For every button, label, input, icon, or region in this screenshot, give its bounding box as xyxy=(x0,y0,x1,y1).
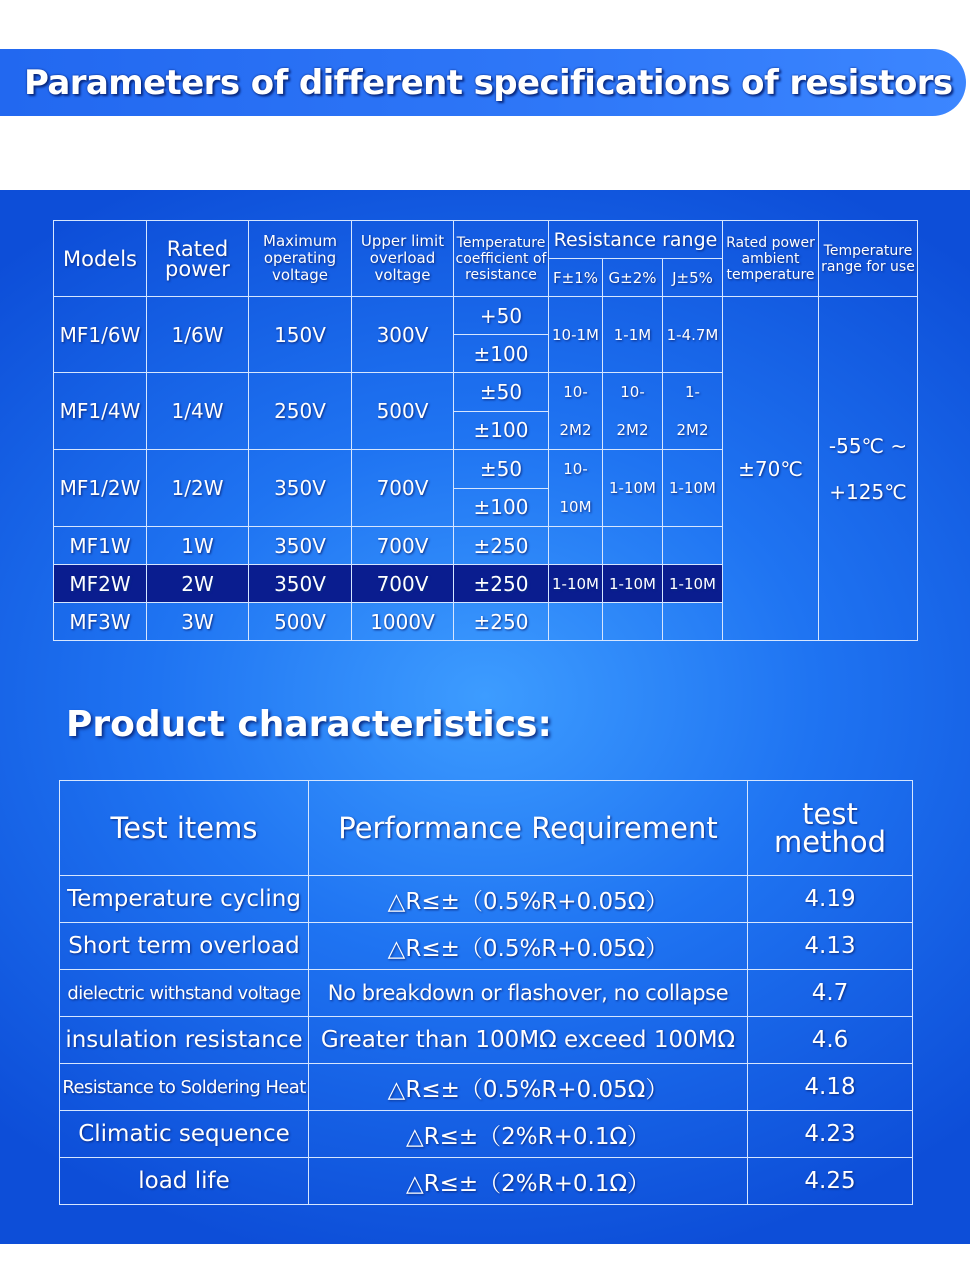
power-cell: 1/4W xyxy=(147,373,249,450)
method: 4.19 xyxy=(748,876,913,923)
method: 4.23 xyxy=(748,1111,913,1158)
temp-range-min: -55℃ ~ xyxy=(828,433,908,458)
model-cell: MF1/6W xyxy=(54,297,147,373)
header-performance: Performance Requirement xyxy=(309,781,748,876)
model-cell: MF1/4W xyxy=(54,373,147,450)
range-g-cell: 1-10M xyxy=(603,565,663,603)
requirement: △R≤±（2%R+0.1Ω） xyxy=(309,1111,748,1158)
test-item: Short term overload xyxy=(60,923,309,970)
requirement: △R≤±（0.5%R+0.05Ω） xyxy=(309,923,748,970)
range-f-cell xyxy=(549,527,603,565)
table-row xyxy=(60,876,913,923)
header-j: J±5% xyxy=(663,259,723,297)
table-row xyxy=(60,1111,913,1158)
range-g-cell xyxy=(603,603,663,641)
table-row xyxy=(60,923,913,970)
range-j-cell: 1-4.7M xyxy=(663,297,723,373)
header-overload-voltage: Upper limit overload voltage xyxy=(352,221,454,297)
requirement: △R≤±（0.5%R+0.05Ω） xyxy=(309,876,748,923)
content-panel xyxy=(0,190,970,1244)
banner-title: Parameters of different specifications of resistors xyxy=(24,62,953,103)
header-models: Models xyxy=(54,221,147,297)
power-cell: 1W xyxy=(147,527,249,565)
range-j-part: 1- xyxy=(685,383,700,401)
header-test-method: test method xyxy=(748,781,913,876)
requirement: △R≤±（0.5%R+0.05Ω） xyxy=(309,1064,748,1111)
header-temp-range: Temperature range for use xyxy=(819,221,918,297)
table-row xyxy=(60,1017,913,1064)
range-g-part: 10- xyxy=(620,383,645,401)
header-ambient-temp: Rated power ambient temperature xyxy=(723,221,819,297)
test-item: load life xyxy=(60,1158,309,1205)
title-banner xyxy=(0,49,966,116)
range-f-cell xyxy=(549,603,603,641)
ambient-temp-value: ±70℃ xyxy=(723,297,819,641)
range-f-part: 2M2 xyxy=(559,421,592,439)
range-g-cell xyxy=(603,527,663,565)
overload-voltage-cell: 300V xyxy=(352,297,454,373)
spec-table xyxy=(53,220,918,641)
max-voltage-cell: 350V xyxy=(249,527,352,565)
tc-cell: ±50 xyxy=(454,373,549,412)
method: 4.13 xyxy=(748,923,913,970)
header-resistance-range: Resistance range xyxy=(549,221,723,259)
tc-cell: +50 xyxy=(454,297,549,335)
test-item: Climatic sequence xyxy=(60,1111,309,1158)
range-j-cell: 1-10M xyxy=(663,450,723,527)
range-f-cell: 1-10M xyxy=(549,565,603,603)
max-voltage-cell: 350V xyxy=(249,450,352,527)
max-voltage-cell: 250V xyxy=(249,373,352,450)
overload-voltage-cell: 700V xyxy=(352,450,454,527)
model-cell: MF3W xyxy=(54,603,147,641)
overload-voltage-cell: 700V xyxy=(352,527,454,565)
power-cell: 1/6W xyxy=(147,297,249,373)
test-item: insulation resistance xyxy=(60,1017,309,1064)
range-j-cell xyxy=(663,603,723,641)
model-cell: MF1/2W xyxy=(54,450,147,527)
power-cell: 1/2W xyxy=(147,450,249,527)
max-voltage-cell: 150V xyxy=(249,297,352,373)
header-f: F±1% xyxy=(549,259,603,297)
header-temp-coeff: Temperature coefficient of resistance xyxy=(454,221,549,297)
power-cell: 3W xyxy=(147,603,249,641)
range-j-cell: 1-10M xyxy=(663,565,723,603)
tc-cell: ±100 xyxy=(454,335,549,373)
range-f-part: 10M xyxy=(559,498,592,516)
range-j-cell xyxy=(663,527,723,565)
method: 4.7 xyxy=(748,970,913,1017)
requirement: △R≤±（2%R+0.1Ω） xyxy=(309,1158,748,1205)
temp-range-max: +125℃ xyxy=(829,479,907,504)
test-item: Temperature cycling xyxy=(60,876,309,923)
header-rated-power: Rated power xyxy=(147,221,249,297)
method: 4.6 xyxy=(748,1017,913,1064)
header-max-voltage: Maximum operating voltage xyxy=(249,221,352,297)
tc-cell: ±100 xyxy=(454,411,549,450)
tc-cell: ±250 xyxy=(454,603,549,641)
overload-voltage-cell: 700V xyxy=(352,565,454,603)
requirement: No breakdown or flashover, no collapse xyxy=(309,970,748,1017)
test-item: dielectric withstand voltage xyxy=(60,970,309,1017)
table-row xyxy=(60,970,913,1017)
overload-voltage-cell: 1000V xyxy=(352,603,454,641)
table-row xyxy=(60,1158,913,1205)
range-f-part: 10- xyxy=(563,460,588,478)
range-f-cell: 10-1M xyxy=(549,297,603,373)
characteristics-table xyxy=(59,780,913,1205)
range-g-part: 2M2 xyxy=(616,421,649,439)
max-voltage-cell: 500V xyxy=(249,603,352,641)
overload-voltage-cell: 500V xyxy=(352,373,454,450)
tc-cell: ±100 xyxy=(454,488,549,527)
tc-cell: ±250 xyxy=(454,527,549,565)
max-voltage-cell: 350V xyxy=(249,565,352,603)
tc-cell: ±50 xyxy=(454,450,549,489)
range-g-cell: 1-1M xyxy=(603,297,663,373)
model-cell: MF1W xyxy=(54,527,147,565)
requirement: Greater than 100MΩ exceed 100MΩ xyxy=(309,1017,748,1064)
header-test-items: Test items xyxy=(60,781,309,876)
tc-cell: ±250 xyxy=(454,565,549,603)
method: 4.18 xyxy=(748,1064,913,1111)
method: 4.25 xyxy=(748,1158,913,1205)
range-g-cell: 1-10M xyxy=(603,450,663,527)
range-f-part: 10- xyxy=(563,383,588,401)
test-item: Resistance to Soldering Heat xyxy=(60,1064,309,1111)
header-g: G±2% xyxy=(603,259,663,297)
table-row xyxy=(60,1064,913,1111)
power-cell: 2W xyxy=(147,565,249,603)
range-j-part: 2M2 xyxy=(676,421,709,439)
model-cell: MF2W xyxy=(54,565,147,603)
section-title: Product characteristics: xyxy=(66,704,552,745)
